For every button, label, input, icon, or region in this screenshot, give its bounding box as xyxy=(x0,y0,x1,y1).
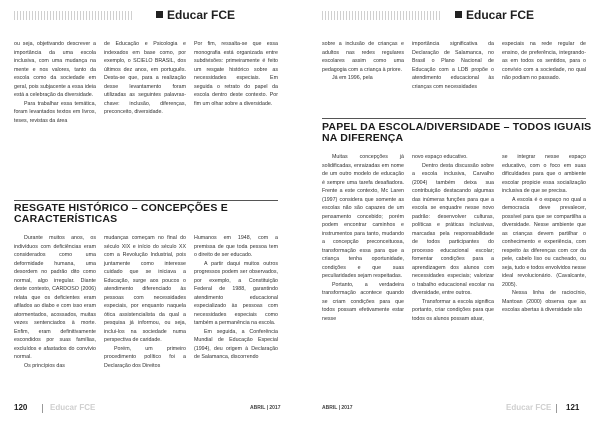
paragraph: A escola é o espaço no qual a democracia deve prevalecer, possível para que se compartilha a diversidade. Nesse ambiente que as crianças devem partilhar o conhecimento e experiência, com respeito às diferenças com cor da pele, cabelo liso ou cacheado, ou seja, tudo e todos envolvidos nesse ideal revolucionário. (Cavalcante, 2005). xyxy=(502,196,586,288)
paragraph: Em seguida, a Conferência Mundial de Educação Especial (1994), deu origem à Declaração de Salamanca, discorrendo xyxy=(194,328,278,360)
square-bullet-icon xyxy=(455,11,462,18)
paragraph: sobre a inclusão de crianças e adultos nas redes regulares escolares assim como uma pedagogia com a criança à priore. xyxy=(322,41,404,73)
paragraph: Já em 1996, pela xyxy=(332,75,373,81)
paragraph: importância significativa da Declaração de Salamanca, no Brasil o Plano Nacional de Educação com a LDB propõe o atendimento educacional às crianças com necessidades xyxy=(412,41,494,90)
paragraph: Transformar a escola significa portanto, criar condições para que todos os alunos possam atuar, xyxy=(412,298,494,322)
paragraph: Portanto, a verdadeira transformação acontece quando se criam condições para que todos possam efetivamente estar nesse xyxy=(322,281,404,322)
left-top-col-2 xyxy=(104,40,186,117)
right-page xyxy=(300,0,600,424)
left-bottom-col-3 xyxy=(194,234,278,362)
left-bottom-col-2 xyxy=(104,234,186,370)
header-brand-text: Educar FCE xyxy=(167,8,236,22)
paragraph: Durante muitos anos, os indivíduos com deficiências eram considerados como uma deformidade humana, uma desordem no padrão dito como normal, algo irregular. Diante deste contexto, CARDOSO (2006) relata que os deficientes eram afilados ao diabo e com isso eram atormentados, acossados, muitas vezes sentenciados à morte. Enfim, eram definitivamente escondidos por suas famílias, excluídos e afastados do convívio normal. xyxy=(14,235,96,360)
paragraph: Dentro desta discussão sobre a escola inclusiva, Carvalho (2004) também deixa sua contribuição destacando algumas das inúmeras funções para que a escola se enquadre nesse novo padrão: desenvolver culturas, políticas e práticas inclusivas, marcadas pela responsabilidade de todos participantes do processo educacional escolar; fomentar condições para a aprendizagem dos alunos com necessidades especiais; valorizar o trabalho educacional escolar na diversidade, entre outros. xyxy=(412,162,494,296)
paragraph: ou seja, objetivando descrever a importância da uma escola inclusiva, com uma mudança na mente e nos valores, tanto da escola como da sociedade em geral, pois subjacente a essa ideia está a celebração da diversidade. xyxy=(14,41,96,98)
footer-brand: Educar FCE xyxy=(506,403,552,412)
footer-date: ABRIL | 2017 xyxy=(250,405,281,411)
header-brand xyxy=(156,8,235,22)
paragraph: Muitas concepções já solidificadas, enraizadas em nome de um outro modelo de educação é sempre uma tarefa desafiadora. Frente a este contexto, Mc Laren (1997) considera que somente as escolas não são capazes de um pensamento concebido; porém podem encontrar caminhos e instrumentos para tanto, mudando a concepção preconceituosa, transformação essa para que a criança tenha oportunidade, condições e que suas peculiaridades sejam respeitadas. xyxy=(322,154,404,279)
paragraph: novo espaço educativo. xyxy=(412,154,468,160)
square-bullet-icon xyxy=(156,11,163,18)
paragraph: Os princípios das xyxy=(24,362,65,369)
heading-rule xyxy=(14,200,278,201)
paragraph: Porém, um primeiro procedimento político foi a Declaração dos Direitos xyxy=(104,345,186,369)
header-hatch-decoration xyxy=(14,11,134,20)
header-brand xyxy=(455,8,534,22)
right-bottom-col-1 xyxy=(322,153,404,323)
right-bottom-col-2 xyxy=(412,153,494,323)
right-bottom-col-3 xyxy=(502,153,586,315)
paragraph: Nessa linha de raciocínio, Mantoan (2000) observa que as escolas abertas à diversidade são xyxy=(502,290,586,313)
footer-divider xyxy=(42,404,43,413)
paragraph: Por fim, ressalta-se que essa monografia está organizada entre subdivisões: primeiramente é feito um resgate histórico sobre as necessidades especiais. Em seguida o retrato do papel da escola dentro deste contexto. Por fim um olhar sobre a diversidade. xyxy=(194,41,278,107)
header-brand-text: Educar FCE xyxy=(466,8,535,22)
right-top-col-1 xyxy=(322,40,404,83)
page-number: 120 xyxy=(14,403,28,412)
paragraph: A partir daqui muitos outros progressos podem ser observados, por exemplo, a Constituição Federal de 1988, garantindo atendimento educacional especializado às pessoas com necessidades especiais como também a permanência na escola. xyxy=(194,260,278,326)
paragraph: se integrar nesse espaço educativo, com o foco em suas dificuldades para que o ambiente escolar propicie essa socialização inclusiva de que se precisa. xyxy=(502,154,586,194)
left-top-col-3 xyxy=(194,40,278,108)
paragraph: mudanças começam no final do século XIX e início do século XX com a Revolução Industrial, pois juntamente como interesse cuidado que se iniciava a Educação, surge aos poucos o atendimento diferenciado às pessoas com necessidades especiais, por enquanto naquela ótica assistencialista da qual a pesquisa já informou, ou seja, inclui-los na sociedade numa perspectiva de caridade. xyxy=(104,235,186,343)
footer-brand: Educar FCE xyxy=(50,403,96,412)
right-top-col-3 xyxy=(502,40,586,83)
heading-rule xyxy=(322,118,586,119)
footer-divider xyxy=(556,404,557,413)
section-heading: PAPEL DA ESCOLA/DIVERSIDADE – TODOS IGUAIS NA DIFERENÇA xyxy=(322,121,592,144)
right-top-col-2 xyxy=(412,40,494,91)
page-number: 121 xyxy=(566,403,580,412)
footer-date: ABRIL | 2017 xyxy=(322,405,353,411)
paragraph: Humanos em 1948, com a premissa de que toda pessoa tem o direito de ser educado. xyxy=(194,235,278,258)
left-bottom-col-1 xyxy=(14,234,96,370)
header-hatch-decoration xyxy=(322,11,442,20)
paragraph: de Educação e Psicologia e indexados em base como, por exemplo, o SCIELO BRASIL, dos últimos dez anos, em português. Desta-se que, para a realização desse levantamento foram utilizadas as seguintes palavras-chave: inclusão, diferenças, preconceito, diversidade. xyxy=(104,41,186,115)
section-heading: RESGATE HISTÓRICO – CONCEPÇÕES E CARACTERÍSTICAS xyxy=(14,202,228,225)
left-top-col-1 xyxy=(14,40,96,125)
paragraph: Para trabalhar essa temática, foram levantados textos em livros, teses, revistas da área xyxy=(14,100,96,124)
paragraph: especiais na rede regular de ensino, de preferência, integrando-as em todos os sentidos, para o convívio com a sociedade, no qual não podiam no passado. xyxy=(502,41,586,81)
